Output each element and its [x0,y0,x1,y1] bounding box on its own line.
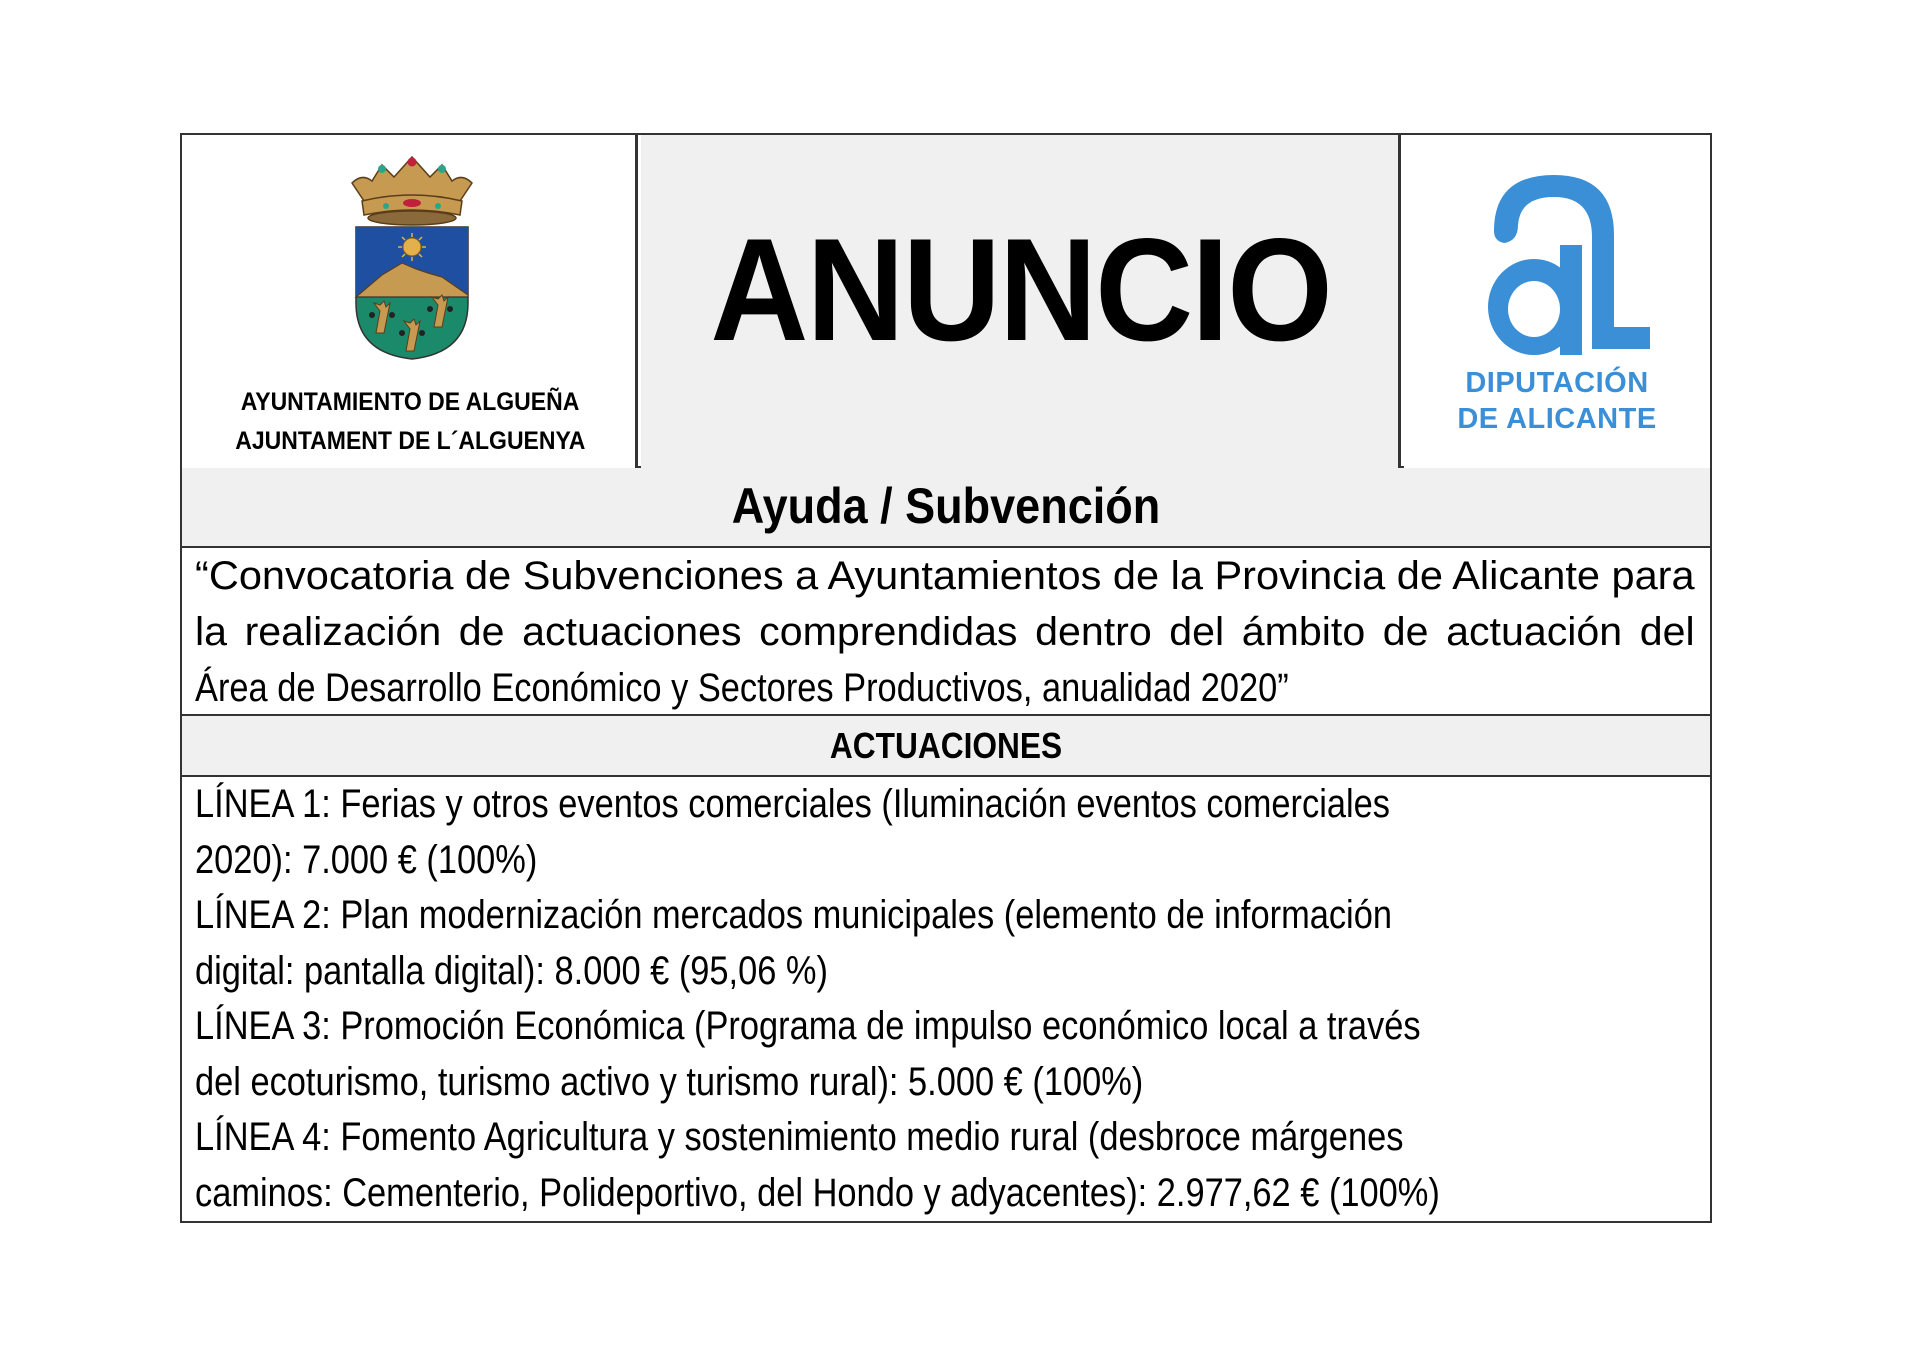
page-title-text: ANUNCIO [710,208,1332,371]
coat-of-arms-icon [342,143,482,363]
provincial-name-line1: DIPUTACIÓN [1465,367,1649,399]
diputacion-dl-logo-icon [1464,175,1654,355]
call-text-line [195,548,1698,604]
municipality-name-es [182,388,638,417]
action-line-7: LÍNEA 4: Fomento Agricultura y sostenimiento medio rural (desbroce márgenes [195,1115,1404,1159]
action-line-3: LÍNEA 2: Plan modernización mercados municipales (elemento de información [195,893,1392,937]
action-line [195,833,1698,889]
municipality-name-va [182,427,638,456]
call-description-row [182,548,1710,716]
actions-list [182,777,1710,1221]
call-text-line-1: “Convocatoria de Subvenciones a Ayuntamientos de la Provincia de Alicante para [195,554,1695,598]
action-line-5: LÍNEA 3: Promoción Económica (Programa de impulso económico local a través [195,1004,1421,1048]
action-line-8: caminos: Cementerio, Polideportivo, del Hondo y adyacentes): 2.977,62 € (100%) [195,1170,1440,1215]
header-row [182,135,1710,468]
call-text-line [195,660,1698,716]
actions-heading: ACTUACIONES [829,725,1063,766]
action-line [195,1166,1698,1222]
announcement-table [180,133,1712,1223]
action-line [195,944,1698,1000]
page-title [641,205,1401,375]
action-line-6: del ecoturismo, turismo activo y turismo rural): 5.000 € (100%) [195,1059,1144,1104]
action-line [195,999,1698,1055]
action-line-4: digital: pantalla digital): 8.000 € (95,06 %) [195,948,828,993]
actions-heading-row [182,716,1710,777]
action-line [195,777,1698,833]
call-text-line-3: Área de Desarrollo Económico y Sectores Productivos, anualidad 2020” [195,666,1289,710]
action-line [195,1110,1698,1166]
action-line [195,1055,1698,1111]
action-line-1: LÍNEA 1: Ferias y otros eventos comerciales (Iluminación eventos comerciales [195,782,1390,826]
provincial-name-line2: DE ALICANTE [1457,403,1657,435]
title-cell [641,135,1401,468]
municipality-name-es-text: AYUNTAMIENTO DE ALGUEÑA [240,388,580,416]
type-label: Ayuda / Subvención [731,478,1161,534]
action-line [195,888,1698,944]
municipality-cell [182,135,638,468]
call-text-line-2: la realización de actuaciones comprendidas dentro del ámbito de actuación del [195,610,1695,654]
type-label-row [182,468,1710,548]
call-text-line [195,604,1698,660]
provincial-logo-cell [1404,135,1710,468]
municipality-name-va-text: AJUNTAMENT DE L´ALGUENYA [234,427,586,455]
action-line-2: 2020): 7.000 € (100%) [195,837,538,882]
